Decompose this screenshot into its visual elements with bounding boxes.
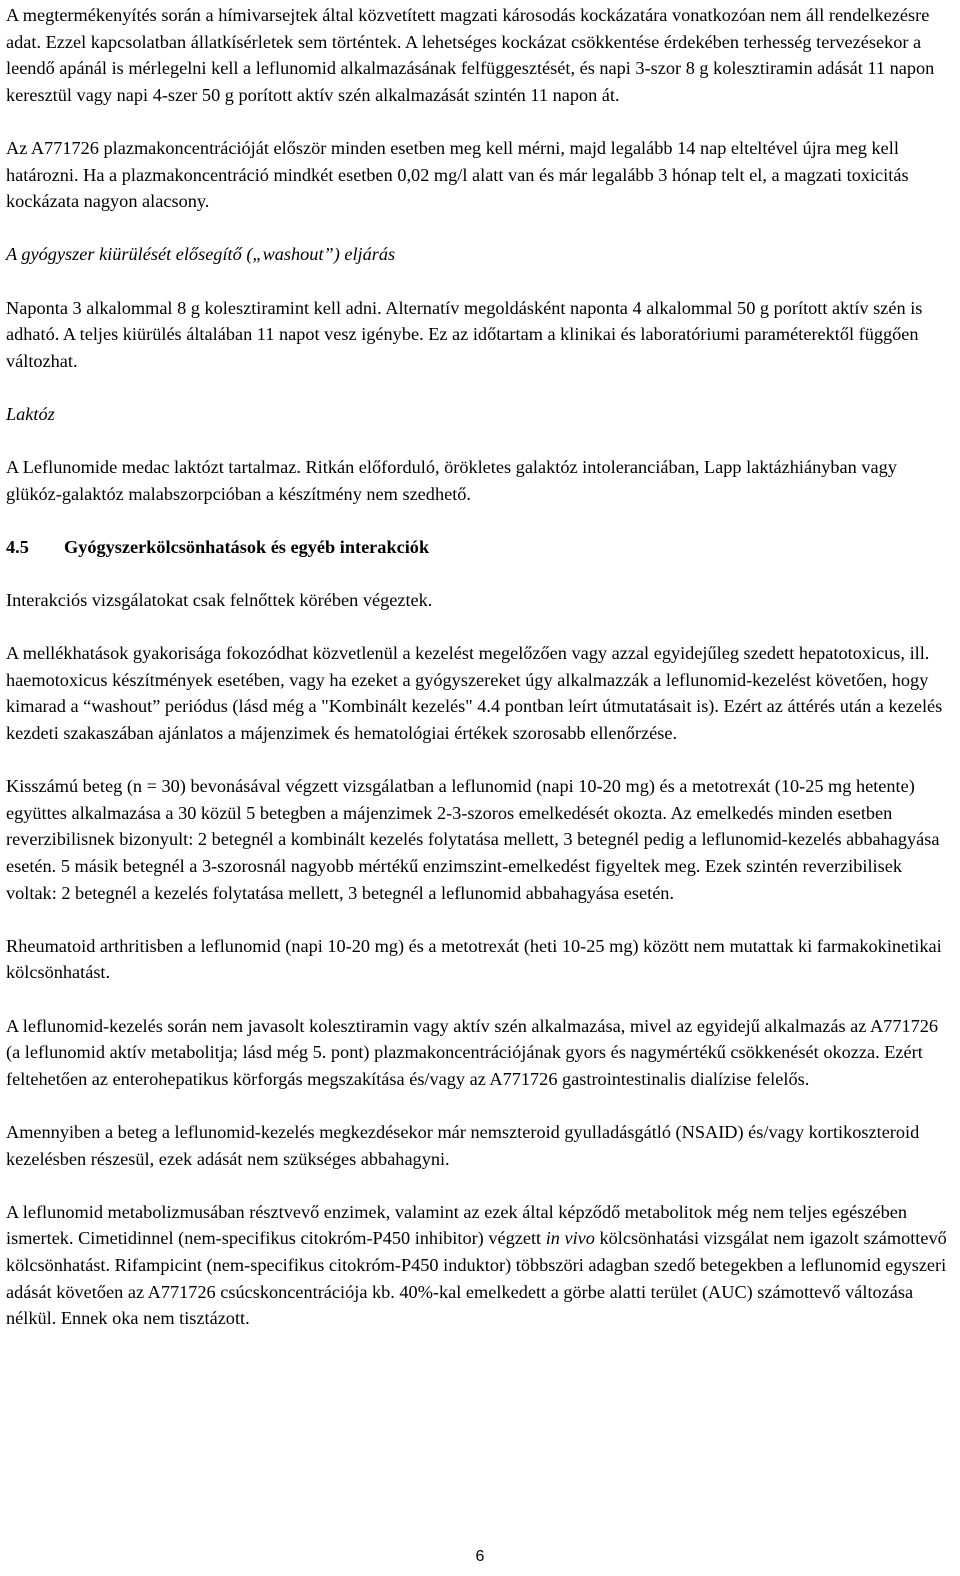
paragraph-methotrexate-study: Kisszámú beteg (n = 30) bevonásával végzett vizsgálatban a leflunomid (napi 10-20 mg) és a metotrexát (10-25 mg hetente) együttes alkalmazása a 30 közül 5 betegben a májenzimek 2-3-szoros emelkedését okozta. Az emelkedés minden esetben reverzibilisnek bizonyult: 2 betegnél a kombinált kezelés folytatása mellett, 3 betegnél pedig a leflunomid-kezelés abbahagyása esetén. 5 másik betegnél a 3-szorosnál nagyobb mértékű enzimszint-emelkedést figyeltek meg. Ezek szintén reverzibilisek voltak: 2 betegnél a kezelés folytatása mellett, 3 betegnél a leflunomid abbahagyása esetén. xyxy=(6,776,940,903)
washout-heading: A gyógyszer kiürülését elősegítő („washout”) eljárás xyxy=(6,244,396,265)
section-heading xyxy=(6,534,952,561)
metabolism-text-end: kölcsönhatási vizsgálat nem igazolt számottevő kölcsönhatást. Rifampicint (nem-specifikus citokróm-P450 induktor) többszöri adagban szedő betegekben a leflunomid egyszeri adását követően az A771726 csúcskoncentrációja kb. 40%-kal emelkedett a görbe alatti terület (AUC) számottevő változása nélkül. Ennek oka nem tisztázott. xyxy=(6,1228,947,1329)
lactose-heading: Laktóz xyxy=(6,403,55,424)
paragraph-side-effects: A mellékhatások gyakorisága fokozódhat közvetlenül a kezelést megelőzően vagy azzal egyidejűleg szedett hepatotoxicus, ill. haemotoxicus készítmények esetében, vagy ha ezeket a gyógyszereket úgy alkalmazzák a leflunomid-kezelést követően, hogy kimarad a “washout” periódus (lásd még a "Kombinált kezelés" 4.4 pontban leírt útmutatásait is). Ezért az áttérés után a kezelés kezdeti szakaszában ajánlatos a májenzimek és hematológiai értékek szorosabb ellenőrzése. xyxy=(6,643,943,744)
in-vivo-text: in vivo xyxy=(545,1228,595,1249)
page-number: 6 xyxy=(475,1548,485,1565)
paragraph-pharmacokinetics: Rheumatoid arthritisben a leflunomid (napi 10-20 mg) és a metotrexát (heti 10-25 mg) között nem mutattak ki farmakokinetikai kölcsönhatást. xyxy=(6,935,942,983)
paragraph-interaction-studies: Interakciós vizsgálatokat csak felnőttek körében végeztek. xyxy=(6,590,433,611)
paragraph-colestyramine: A leflunomid-kezelés során nem javasolt kolesztiramin vagy aktív szén alkalmazása, mivel az egyidejű alkalmazás az A771726 (a leflunomid aktív metabolitja; lásd még 5. pont) plazmakoncentrációjának gyors és nagymértékű csökkenését okozza. Ezért feltehetően az enterohepatikus körforgás megszakítása és/vagy az A771726 gastrointestinalis dialízise felelős. xyxy=(6,1015,939,1089)
metabolism-text-start: A leflunomid metabolizmusában résztvevő enzimek, valamint az ezek által képződő metabolitok még nem teljes egészében ismertek. Cimetidinnel (nem-specifikus citokróm-P450 inhibitor) végzett xyxy=(6,1201,908,1249)
paragraph-lactose: A Leflunomide medac laktózt tartalmaz. Ritkán előforduló, örökletes galaktóz intoleranciában, Lapp laktázhiányban vagy glükóz-galaktóz malabszorpcióban a készítmény nem szedhető. xyxy=(6,457,897,504)
section-number: 4.5 xyxy=(6,536,29,557)
paragraph-washout: Naponta 3 alkalommal 8 g kolesztiramint kell adni. Alternatív megoldásként naponta 4 alkalommal 50 g porított aktív szén is adható. A teljes kiürülés általában 11 napot vesz igénybe. Ez az időtartam a klinikai és laboratóriumi paraméterektől függően változhat. xyxy=(6,297,923,371)
paragraph-metabolism xyxy=(6,1199,952,1332)
paragraph-nsaid: Amennyiben a beteg a leflunomid-kezelés megkezdésekor már nemszteroid gyulladásgátló (NSAID) és/vagy kortikoszteroid kezelésben részesül, ezek adását nem szükséges abbahagyni. xyxy=(6,1121,920,1169)
document-page xyxy=(6,2,952,1358)
paragraph-plasma-concentration: Az A771726 plazmakoncentrációját először minden esetben meg kell mérni, majd legalább 14 nap elteltével újra meg kell határozni. Ha a plazmakoncentráció mindkét esetben 0,02 mg/l alatt van és már legalább 3 hónap telt el, a magzati toxicitás kockázata nagyon alacsony. xyxy=(6,137,909,212)
section-title: Gyógyszerkölcsönhatások és egyéb interakciók xyxy=(64,536,430,557)
paragraph-paternal-risk: A megtermékenyítés során a hímivarsejtek által közvetített magzati károsodás kockázatára vonatkozóan nem áll rendelkezésre adat. Ezzel kapcsolatban állatkísérletek sem történtek. A lehetséges kockázat csökkentése érdekében terhesség tervezésekor a leendő apánál is mérlegelni kell a leflunomid alkalmazásának felfüggesztését, és napi 3-szor 8 g kolesztiramin adását 11 napon keresztül vagy napi 4-szer 50 g porított aktív szén alkalmazását szintén 11 napon át. xyxy=(6,5,935,105)
